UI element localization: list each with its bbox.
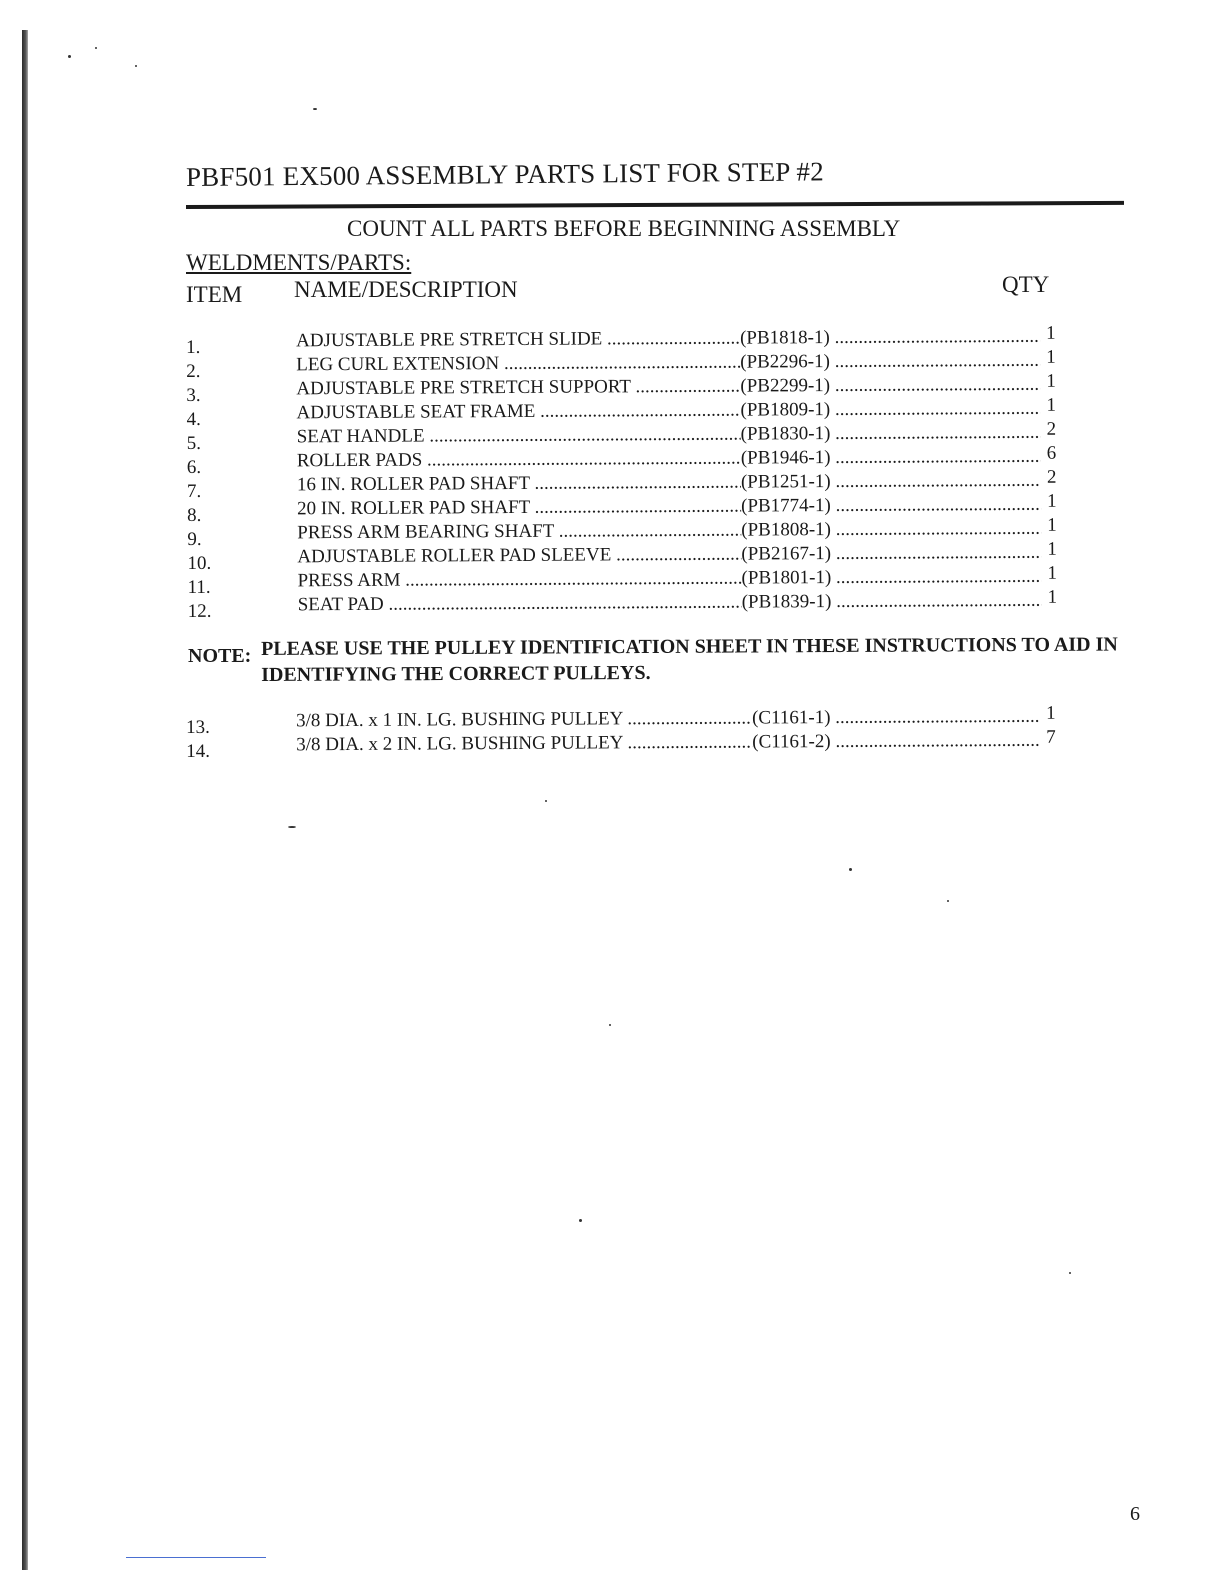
scan-speck <box>579 1219 582 1222</box>
scan-speck <box>545 800 547 802</box>
part-number: (PB1818-1) ..... <box>740 325 1040 351</box>
item-number: 8. <box>187 504 202 526</box>
scan-speck <box>135 65 137 67</box>
item-description: PRESS ARM ..... <box>297 567 741 594</box>
item-description: SEAT PAD ..... <box>298 591 742 618</box>
part-number: (PB1808-1) ..... <box>741 517 1041 543</box>
page-number: 6 <box>1130 1503 1140 1525</box>
part-number: (C1161-2) ..... <box>752 729 1040 755</box>
scan-left-edge <box>22 30 28 1570</box>
item-quantity: 1 <box>1045 702 1056 724</box>
part-number: (PB1801-1) ..... <box>741 565 1041 591</box>
item-description: SEAT HANDLE ..... <box>297 423 741 450</box>
item-description: LEG CURL EXTENSION ..... <box>296 351 740 378</box>
part-number: (C1161-1) ..... <box>752 705 1040 731</box>
item-number: 12. <box>187 600 212 622</box>
column-header-name: NAME/DESCRIPTION <box>294 277 518 302</box>
item-quantity: 2 <box>1046 418 1057 440</box>
item-description: 20 IN. ROLLER PAD SHAFT ..... <box>297 495 741 522</box>
item-quantity: 1 <box>1046 346 1056 368</box>
item-number: 13. <box>186 716 210 738</box>
scan-speck <box>849 868 852 871</box>
item-description: ADJUSTABLE PRE STRETCH SLIDE ..... <box>296 327 740 354</box>
item-quantity: 2 <box>1046 466 1057 488</box>
column-header-item: ITEM <box>186 282 243 307</box>
scan-speck <box>68 55 71 58</box>
note-label: NOTE: <box>188 645 252 667</box>
note-text: PLEASE USE THE PULLEY IDENTIFICATION SHEET IN THESE INSTRUCTIONS TO AID IN IDENTIFYING THE CORRECT PULLEYS. <box>261 633 1118 686</box>
part-number: (PB2299-1) ..... <box>740 373 1040 399</box>
part-number: (PB2167-1) ..... <box>741 541 1041 567</box>
item-description: ROLLER PADS ..... <box>297 447 741 474</box>
pulley-list <box>186 702 1066 762</box>
part-number: (PB1830-1) ..... <box>741 421 1041 447</box>
scan-speck <box>609 1024 611 1026</box>
title-rule <box>186 201 1124 209</box>
item-quantity: 1 <box>1047 514 1057 536</box>
part-number: (PB1839-1) ..... <box>742 589 1042 615</box>
column-header-qty: QTY <box>1002 272 1050 297</box>
item-number: 7. <box>186 480 202 502</box>
item-quantity: 1 <box>1047 586 1058 608</box>
part-number: (PB1946-1) ..... <box>741 445 1041 471</box>
item-description: ADJUSTABLE ROLLER PAD SLEEVE ..... <box>297 543 741 570</box>
item-description: 3/8 DIA. x 2 IN. LG. BUSHING PULLEY ..... <box>296 731 752 758</box>
item-quantity: 1 <box>1046 394 1057 416</box>
scan-speck <box>288 826 296 828</box>
item-description: ADJUSTABLE SEAT FRAME ..... <box>296 399 740 426</box>
item-description: PRESS ARM BEARING SHAFT ..... <box>297 519 741 546</box>
item-quantity: 1 <box>1046 370 1056 392</box>
item-quantity: 1 <box>1047 538 1057 560</box>
item-number: 10. <box>187 552 212 574</box>
scan-speck <box>1069 1272 1071 1274</box>
section-heading: WELDMENTS/PARTS: <box>186 250 412 275</box>
scan-speck <box>313 108 317 110</box>
item-description: 3/8 DIA. x 1 IN. LG. BUSHING PULLEY ..... <box>296 707 752 734</box>
item-description: ADJUSTABLE PRE STRETCH SUPPORT ..... <box>296 375 740 402</box>
item-number: 3. <box>186 384 201 406</box>
item-quantity: 1 <box>1045 322 1056 344</box>
scan-speck <box>95 47 97 49</box>
count-instruction: COUNT ALL PARTS BEFORE BEGINNING ASSEMBLY <box>347 216 901 241</box>
item-number: 2. <box>186 360 201 382</box>
item-number: 9. <box>187 528 202 550</box>
item-number: 4. <box>186 408 201 430</box>
part-number: (PB1809-1) ..... <box>740 397 1040 423</box>
scan-speck <box>947 900 949 902</box>
page-title: PBF501 EX500 ASSEMBLY PARTS LIST FOR STEP #2 <box>185 156 825 192</box>
item-number: 1. <box>186 336 201 358</box>
item-number: 5. <box>186 432 202 454</box>
item-description: 16 IN. ROLLER PAD SHAFT ..... <box>297 471 741 498</box>
item-quantity: 1 <box>1047 562 1058 584</box>
item-number: 14. <box>186 740 211 762</box>
part-number: (PB2296-1) ..... <box>740 349 1040 375</box>
item-quantity: 6 <box>1046 442 1057 464</box>
item-number: 11. <box>187 576 211 598</box>
parts-list <box>186 322 1068 622</box>
scan-bottom-line <box>126 1557 266 1558</box>
list-item <box>187 586 1068 622</box>
item-quantity: 1 <box>1046 490 1057 512</box>
item-number: 6. <box>186 456 202 478</box>
part-number: (PB1774-1) ..... <box>741 493 1041 519</box>
part-number: (PB1251-1) ..... <box>741 469 1041 495</box>
item-quantity: 7 <box>1046 726 1056 748</box>
